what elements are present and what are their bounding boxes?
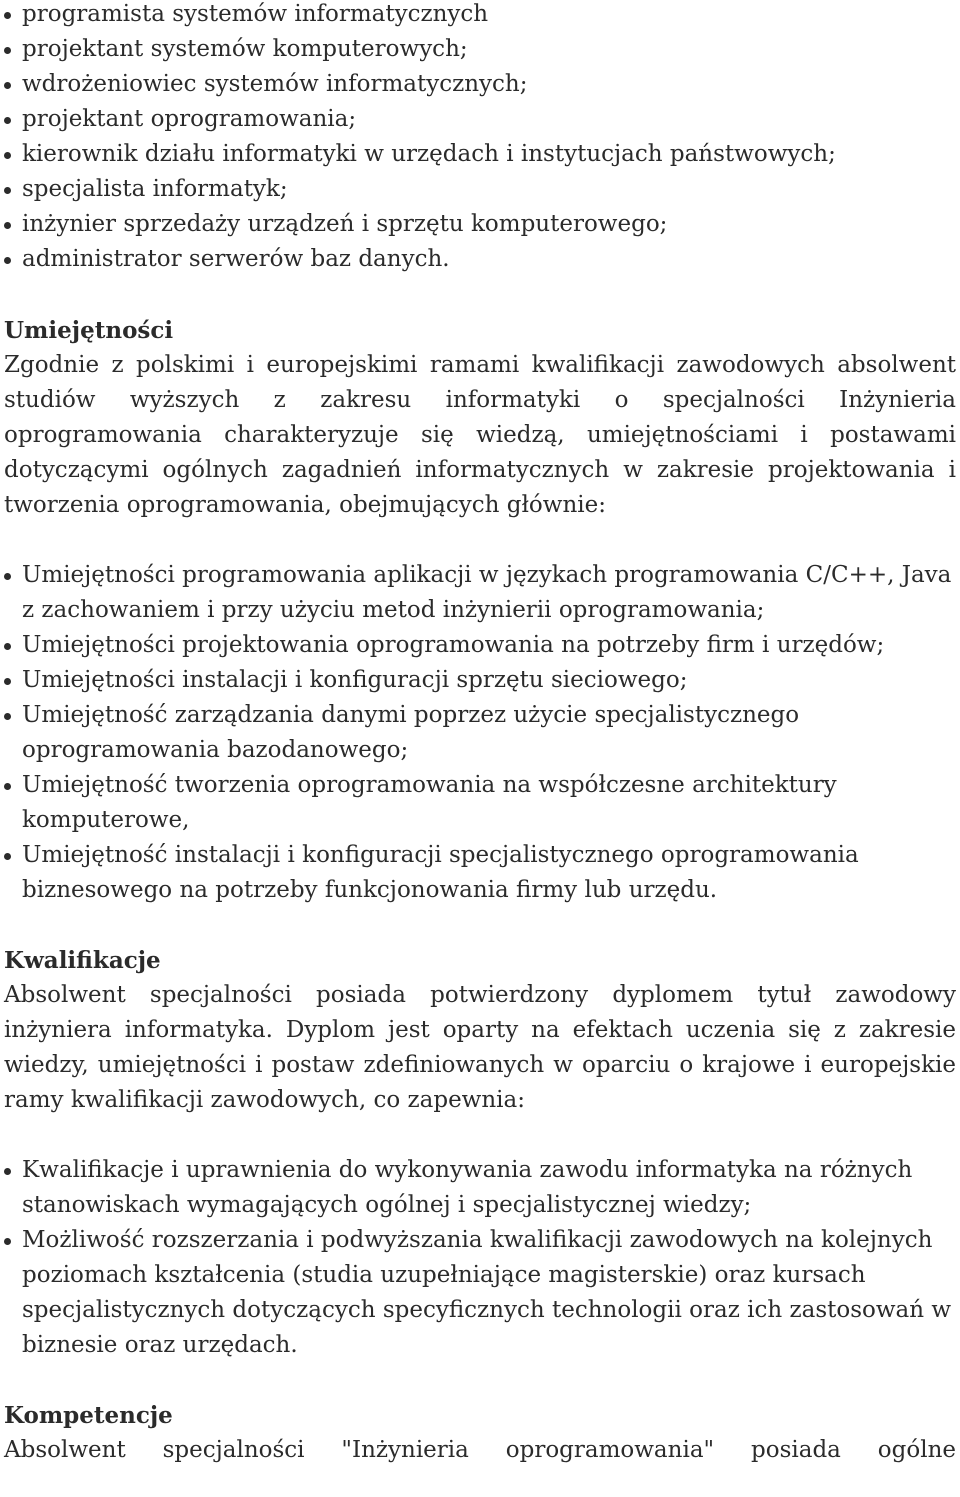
list-item: Umiejętność zarządzania danymi poprzez użycie specjalistycznego oprogramowania bazodanowego; (0, 698, 960, 768)
list-item: Możliwość rozszerzania i podwyższania kwalifikacji zawodowych na kolejnych poziomach kształcenia (studia uzupełniające magisterskie) oraz kursach specjalistycznych dotyczących specyficznych technologii oraz ich zastosowań w biznesie oraz urzędach. (0, 1223, 960, 1363)
skills-heading: Umiejętności (4, 317, 174, 344)
list-item: projektant oprogramowania; (0, 102, 960, 137)
list-item: Umiejętność instalacji i konfiguracji specjalistycznego oprogramowania biznesowego na potrzeby funkcjonowania firmy lub urzędu. (0, 838, 960, 908)
list-item: administrator serwerów baz danych. (0, 242, 960, 277)
qualifications-intro: Absolwent specjalności posiada potwierdzony dyplomem tytuł zawodowy inżyniera informatyka. Dyplom jest oparty na efektach uczenia się z zakresie wiedzy, umiejętności i postaw zdefiniowanych w oparciu o krajowe i europejskie ramy kwalifikacji zawodowych, co zapewnia: (4, 982, 956, 1113)
skills-intro: Zgodnie z polskimi i europejskimi ramami kwalifikacji zawodowych absolwent studiów wyższych z zakresu informatyki o specjalności Inżynieria oprogramowania charakteryzuje się wiedzą, umiejętnościami i postawami dotyczącymi ogólnych zagadnień informatycznych w zakresie projektowania i tworzenia oprogramowania, obejmujących głównie: (4, 352, 956, 518)
list-item: Umiejętność tworzenia oprogramowania na współczesne architektury komputerowe, (0, 768, 960, 838)
list-item: kierownik działu informatyki w urzędach i instytucjach państwowych; (0, 137, 960, 172)
qualifications-list (0, 1153, 960, 1363)
competences-intro: Absolwent specjalności "Inżynieria oprogramowania" posiada ogólne (4, 1437, 956, 1463)
list-item: inżynier sprzedaży urządzeń i sprzętu komputerowego; (0, 207, 960, 242)
list-item: Umiejętności instalacji i konfiguracji sprzętu sieciowego; (0, 663, 960, 698)
skills-list (0, 558, 960, 908)
qualifications-heading: Kwalifikacje (4, 947, 161, 974)
list-item: Umiejętności projektowania oprogramowania na potrzeby firm i urzędów; (0, 628, 960, 663)
list-item: programista systemów informatycznych (0, 0, 960, 32)
competences-heading: Kompetencje (4, 1402, 173, 1429)
list-item: Kwalifikacje i uprawnienia do wykonywania zawodu informatyka na różnych stanowiskach wymagających ogólnej i specjalistycznej wiedzy; (0, 1153, 960, 1223)
list-item: projektant systemów komputerowych; (0, 32, 960, 67)
list-item: wdrożeniowiec systemów informatycznych; (0, 67, 960, 102)
list-item: Umiejętności programowania aplikacji w językach programowania C/C++, Java z zachowaniem i przy użyciu metod inżynierii oprogramowania; (0, 558, 960, 628)
list-item: specjalista informatyk; (0, 172, 960, 207)
jobs-list (0, 0, 960, 277)
